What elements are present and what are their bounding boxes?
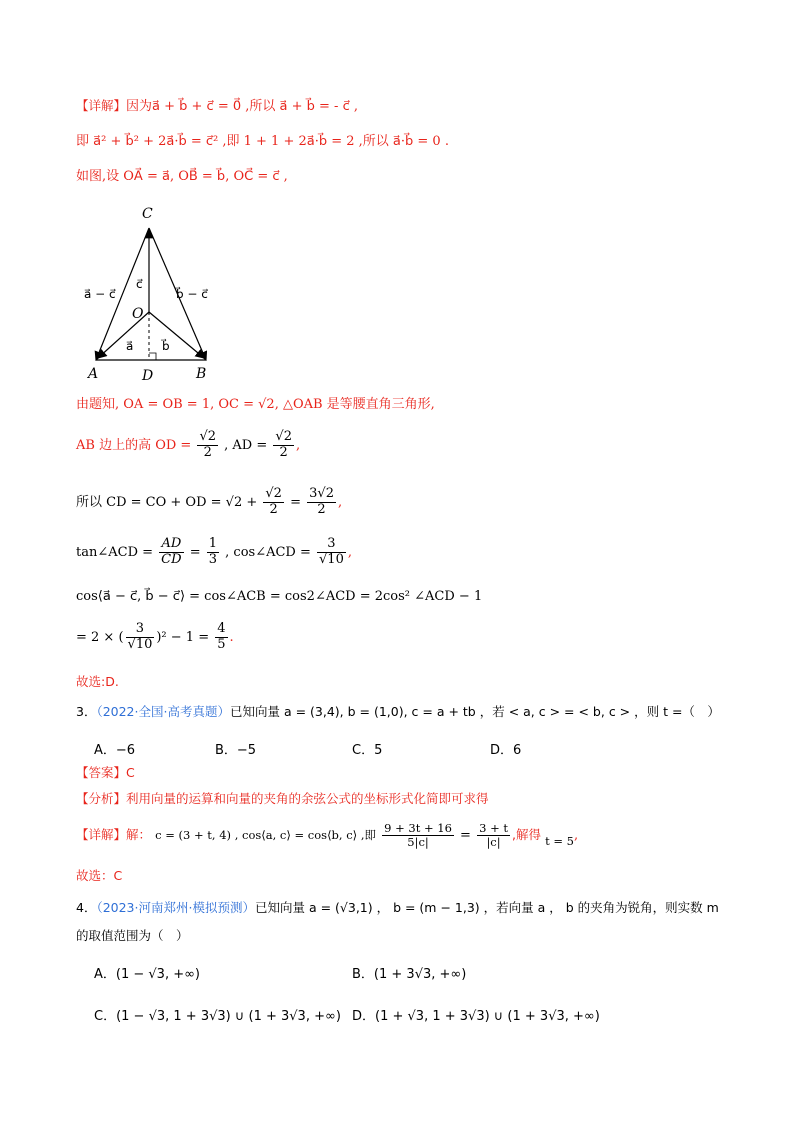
q3-fraction-a	[382, 822, 454, 849]
q3-solve: ,解得	[511, 827, 541, 843]
line-7-eq: =	[189, 544, 201, 560]
q3-option-a-text: A．−6	[94, 743, 136, 758]
q4-option-b	[352, 963, 466, 982]
detail-line-8	[76, 590, 482, 603]
q3-choose-text: 故选：C	[76, 868, 123, 883]
q4-option-c-text: C．(1 − √3, 1 + 3√3) ∪ (1 + 3√3, +∞)	[94, 1009, 341, 1024]
q3-option-d	[490, 739, 521, 758]
q4-option-a	[94, 963, 200, 982]
q4-source: （2023·河南郑州·模拟预测）	[96, 900, 255, 915]
q3-option-c	[352, 739, 382, 758]
fraction-9a	[126, 622, 155, 653]
q4-stem-2-text: 的取值范围为（ ）	[76, 928, 189, 943]
line-6-suffix: ,	[337, 494, 343, 510]
q3-stem-text: 已知向量 a = (3,4), b = (1,0), c = a + tb ，若 < a, c > = < b, c > ，则 t =（ ）	[229, 704, 720, 719]
q3-option-b-text: B．−5	[215, 743, 257, 758]
q4-stem-text: 已知向量 a = (√3,1) ， b = (m − 1,3) ，若向量 a ， b 的夹角为锐角，则实数 m	[254, 900, 719, 915]
detail-line-2	[76, 135, 449, 148]
q3-analysis-text: 利用向量的运算和向量的夹角的余弦公式的坐标形式化简即可求得	[126, 791, 489, 806]
q3-option-b	[215, 739, 256, 758]
fraction-7a-num: AD	[159, 537, 183, 553]
q4-option-d-text: D．(1 + √3, 1 + 3√3) ∪ (1 + 3√3, +∞)	[352, 1009, 600, 1024]
q3-answer	[76, 767, 135, 780]
line-10-text: 故选:D.	[76, 674, 119, 689]
vector-triangle-figure	[76, 200, 226, 385]
fraction-7c-num: 3	[317, 537, 346, 553]
fraction-6b-num: 3√2	[309, 486, 334, 501]
q3-analysis-label: 【分析】	[76, 791, 127, 806]
fraction-9a-num: 3	[126, 622, 155, 638]
line-5-prefix: AB 边上的高 OD =	[76, 437, 192, 453]
q3-fraction-a-den: 5|c|	[407, 835, 429, 850]
fraction-9a-den: √10	[127, 636, 153, 652]
line-1-text: 因为a⃗ + b⃗ + c⃗ = 0⃗ ,所以 a⃗ + b⃗ = - c⃗ ,	[126, 99, 358, 114]
fraction-7b	[207, 537, 219, 568]
q3-source: （2022·全国·高考真题）	[96, 704, 230, 719]
fraction-9b	[215, 622, 227, 653]
detail-line-1	[76, 100, 358, 113]
q3-option-a	[94, 739, 135, 758]
label-a: A	[88, 366, 99, 382]
fraction-7b-den: 3	[208, 551, 218, 567]
q4-option-c	[94, 1005, 341, 1024]
label-a-minus-c: a⃗ − c⃗	[84, 287, 116, 301]
label-c-vector: c⃗	[136, 277, 143, 291]
line-7-mid: , cos∠ACD =	[225, 544, 311, 560]
line-2-text: 即 a⃗² + b⃗² + 2a⃗·b⃗ = c⃗² ,即 1 + 1 + 2a⃗·b⃗ = 2 ,所以 a⃗·b⃗ = 0 .	[76, 134, 449, 149]
line-6-eq: =	[290, 494, 301, 510]
label-b: B	[196, 366, 207, 382]
right-angle-mark	[149, 353, 156, 360]
q3-fraction-b-den: |c|	[486, 835, 501, 850]
q3-eq: =	[460, 828, 471, 844]
q3-detail-text: c = (3 + t, 4) , cos⟨a, c⟩ = cos⟨b, c⟩ ,即	[155, 828, 376, 843]
label-o: O	[132, 306, 144, 322]
detail-line-4	[76, 398, 435, 411]
fraction-od	[197, 430, 218, 461]
line-4-text: 由题知, OA = OB = 1, OC = √2, △OAB 是等腰直角三角形,	[76, 397, 435, 412]
q3-fraction-b	[477, 822, 510, 849]
label-c: C	[142, 206, 153, 222]
q4-number: 4．	[76, 900, 97, 915]
q3-fraction-a-num: 9 + 3t + 16	[384, 821, 452, 835]
fraction-6b-den: 2	[317, 501, 326, 517]
fraction-ad-den: 2	[279, 444, 288, 460]
fraction-7a	[159, 537, 183, 568]
detail-line-6	[76, 487, 342, 518]
q3-option-d-text: D．6	[490, 743, 522, 758]
q4-option-b-text: B．(1 + 3√3, +∞)	[352, 967, 467, 982]
detail-line-7	[76, 537, 352, 568]
q3-analysis	[76, 793, 489, 806]
fraction-6a	[263, 487, 284, 518]
line-6-prefix: 所以 CD = CO + OD = √2 +	[76, 494, 258, 510]
question-4-stem	[76, 902, 719, 915]
fraction-ad-num: √2	[275, 429, 292, 444]
label-a-vector: a⃗	[126, 339, 134, 353]
line-9-prefix: = 2 × (	[76, 629, 124, 645]
fraction-6a-den: 2	[269, 501, 278, 517]
label-b-vector: b⃗	[162, 339, 170, 353]
q3-answer-label: 【答案】	[76, 765, 127, 780]
question-4-stem-2	[76, 930, 189, 943]
q3-answer-value: C	[126, 765, 135, 780]
fraction-7c	[317, 537, 346, 568]
detail-label: 【详解】	[76, 98, 127, 113]
fraction-od-den: 2	[203, 444, 212, 460]
q4-option-a-text: A．(1 − √3, +∞)	[94, 967, 201, 982]
q3-fraction-b-num: 3 + t	[479, 821, 508, 835]
line-9-pow: )² − 1 =	[156, 629, 210, 645]
q3-detail-label: 【详解】	[76, 827, 127, 843]
q3-option-c-text: C．5	[352, 743, 383, 758]
line-9-suffix: .	[229, 629, 234, 645]
q3-detail	[76, 822, 578, 849]
line-7-prefix: tan∠ACD =	[76, 544, 154, 560]
line-5-suffix: ,	[295, 437, 301, 453]
fraction-6b	[307, 487, 336, 518]
label-b-minus-c: b⃗ − c⃗	[176, 287, 208, 301]
detail-line-9	[76, 622, 234, 653]
fraction-od-num: √2	[199, 429, 217, 444]
fraction-7c-den: √10	[319, 551, 344, 567]
fraction-7a-den: CD	[161, 551, 182, 567]
detail-line-3	[76, 170, 288, 183]
fraction-9b-den: 5	[217, 636, 226, 652]
fraction-6a-num: √2	[265, 486, 282, 501]
line-5-mid: , AD =	[224, 437, 268, 453]
line-3-text: 如图,设 OA⃗ = a⃗, OB⃗ = b⃗, OC⃗ = c⃗ ,	[76, 169, 288, 184]
q3-detail-prefix: 解：	[126, 827, 152, 843]
q3-end: ,	[574, 828, 579, 844]
fraction-9b-num: 4	[217, 621, 226, 636]
detail-line-10	[76, 676, 119, 689]
q3-result: t = 5	[545, 834, 574, 849]
q4-option-d	[352, 1005, 600, 1024]
line-8-text: cos⟨a⃗ − c⃗, b⃗ − c⃗⟩ = cos∠ACB = cos2∠ACD = 2cos² ∠ACD − 1	[76, 589, 483, 604]
question-3-stem	[76, 706, 720, 719]
q3-number: 3．	[76, 704, 97, 719]
fraction-7b-num: 1	[208, 536, 218, 551]
detail-line-5	[76, 430, 300, 461]
fraction-ad	[273, 430, 294, 461]
line-7-suffix: ,	[347, 544, 352, 560]
label-d: D	[142, 368, 154, 384]
q3-choose	[76, 870, 122, 883]
